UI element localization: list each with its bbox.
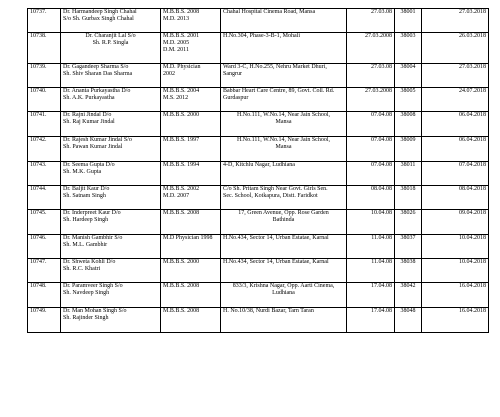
doctor-name-cell-line: Dr. Shweta Kohli D/o xyxy=(63,259,116,265)
address-cell-line: H.No.434, Sector 14, Urban Estatae, Karnal xyxy=(223,235,329,241)
qualification-cell-line: D.M. 2011 xyxy=(163,47,189,53)
qualification-cell-line: M.D. 2007 xyxy=(163,193,190,199)
qualification-cell-line: M.B.B.S. 2008 xyxy=(163,308,200,314)
doctor-name-cell-line: S/o Sh. Gurbax Singh Chahal xyxy=(63,16,134,22)
valid-upto-cell: 26.03.2018 xyxy=(422,33,489,64)
table-row xyxy=(28,308,489,333)
doctor-name-cell xyxy=(61,308,161,333)
doctor-name-cell xyxy=(61,33,161,64)
qualification-cell xyxy=(161,259,221,283)
qualification-cell xyxy=(161,137,221,162)
doctor-name-cell xyxy=(61,186,161,210)
doctor-name-cell xyxy=(61,112,161,137)
serial-number-cell: 10746. xyxy=(28,235,61,259)
qualification-cell-line: M.B.B.S. 2008 xyxy=(163,9,200,15)
doctor-name-cell-line: Sh. M.L. Gambhir xyxy=(63,242,108,248)
table-row xyxy=(28,259,489,283)
doctor-name-cell-line: Dr. Rajni Jindal D/o xyxy=(63,112,112,118)
registration-number-cell: 38038 xyxy=(395,259,422,283)
doctor-name-cell-line: Dr. Harmandeep Singh Chahal xyxy=(63,9,137,15)
registration-number-cell: 38026 xyxy=(395,210,422,235)
qualification-cell-line: M.S. 2012 xyxy=(163,95,189,101)
valid-upto-cell: 08.04.2018 xyxy=(422,186,489,210)
qualification-cell-line: M.B.B.S. 2002 xyxy=(163,186,200,192)
registration-number-cell: 38018 xyxy=(395,186,422,210)
doctor-name-cell-line: Sh. Raj Kumar Jindal xyxy=(63,119,115,125)
qualification-cell-line: 2002 xyxy=(163,71,175,77)
address-cell-line: 833/3, Krishna Nagar, Opp. Aarti Cinema, xyxy=(232,283,335,289)
registration-number-cell: 38009 xyxy=(395,137,422,162)
table-row xyxy=(28,210,489,235)
address-cell-line: H.No.111, W.No.14, Near Jain School, xyxy=(236,137,331,143)
address-cell-line: Mansa xyxy=(275,119,292,125)
valid-upto-cell: 27.03.2018 xyxy=(422,9,489,33)
qualification-cell xyxy=(161,210,221,235)
registration-number-cell: 38011 xyxy=(395,162,422,186)
registration-number-cell: 38048 xyxy=(395,308,422,333)
doctor-name-cell xyxy=(61,235,161,259)
doctor-name-cell xyxy=(61,9,161,33)
registration-date-cell: 27.03.08 xyxy=(347,9,395,33)
registration-date-cell: 07.04.08 xyxy=(347,137,395,162)
address-cell xyxy=(221,9,347,33)
address-cell-line: Ludhiana xyxy=(272,290,295,296)
serial-number-cell: 10747. xyxy=(28,259,61,283)
address-cell xyxy=(221,308,347,333)
qualification-cell-line: M.B.B.S. 2004 xyxy=(163,88,200,94)
doctor-name-cell-line: Dr. Rajesh Kumar Jindal S/o xyxy=(63,137,132,143)
serial-number-cell: 10738. xyxy=(28,33,61,64)
address-cell xyxy=(221,112,347,137)
qualification-cell-line: M.D Physician 1998 xyxy=(163,235,213,241)
address-cell-line: Mansa xyxy=(275,144,292,150)
qualification-cell xyxy=(161,88,221,112)
table-row xyxy=(28,137,489,162)
qualification-cell-line: M.B.B.S. 2000 xyxy=(163,112,200,118)
registration-number-cell: 38003 xyxy=(395,33,422,64)
doctor-name-cell-line: Sh. R.P. Singla xyxy=(92,40,129,46)
address-cell xyxy=(221,137,347,162)
registration-date-cell: 17.04.08 xyxy=(347,308,395,333)
registration-table-body xyxy=(28,9,489,333)
qualification-cell-line: M.D. 2005 xyxy=(163,40,190,46)
doctor-name-cell-line: Dr. Baljit Kaur D/o xyxy=(63,186,110,192)
valid-upto-cell: 27.03.2018 xyxy=(422,64,489,88)
address-cell xyxy=(221,210,347,235)
qualification-cell xyxy=(161,308,221,333)
doctor-name-cell-line: Sh. Satnam Singh xyxy=(63,193,106,199)
address-cell-line: Bathinda xyxy=(272,217,295,223)
doctor-name-cell xyxy=(61,64,161,88)
registration-date-cell: 17.04.08 xyxy=(347,283,395,308)
registration-date-cell: 27.03.08 xyxy=(347,64,395,88)
address-cell-line: Babbar Heart Care Centre, 89, Govt. Coll. Rd. xyxy=(223,88,335,94)
table-row xyxy=(28,88,489,112)
table-row xyxy=(28,186,489,210)
serial-number-cell: 10744. xyxy=(28,186,61,210)
address-cell-line: C/o Sh. Pritam Singh Near Govt. Girls Sen. xyxy=(223,186,328,192)
qualification-cell xyxy=(161,33,221,64)
qualification-cell xyxy=(161,235,221,259)
registration-table xyxy=(27,8,489,333)
qualification-cell xyxy=(161,162,221,186)
doctor-name-cell-line: Dr. Gagandeep Sharma S/o xyxy=(63,64,129,70)
address-cell-line: Gurdaspur xyxy=(223,95,249,101)
serial-number-cell: 10743. xyxy=(28,162,61,186)
doctor-name-cell-line: Dr. Charanjit Lal S/o xyxy=(85,33,136,39)
registration-date-cell: 10.04.08 xyxy=(347,210,395,235)
doctor-name-cell xyxy=(61,137,161,162)
qualification-cell-line: M.B.B.S. 2000 xyxy=(163,259,200,265)
qualification-cell-line: M.B.B.S. 2001 xyxy=(163,33,200,39)
valid-upto-cell: 10.04.2018 xyxy=(422,259,489,283)
doctor-name-cell-line: Dr. Man Mohan Singh S/o xyxy=(63,308,127,314)
serial-number-cell: 10749. xyxy=(28,308,61,333)
doctor-name-cell-line: Sh. A.K. Purkayastha xyxy=(63,95,115,101)
valid-upto-cell: 06.04.2018 xyxy=(422,112,489,137)
registration-date-cell: 11.04.08 xyxy=(347,259,395,283)
address-cell xyxy=(221,33,347,64)
valid-upto-cell: 16.04.2018 xyxy=(422,283,489,308)
doctor-name-cell-line: Dr. Manish Gambhir S/o xyxy=(63,235,123,241)
table-row xyxy=(28,112,489,137)
registration-number-cell: 38042 xyxy=(395,283,422,308)
serial-number-cell: 10740. xyxy=(28,88,61,112)
doctor-name-cell xyxy=(61,259,161,283)
table-row xyxy=(28,64,489,88)
qualification-cell-line: M.B.B.S. 1994 xyxy=(163,162,200,168)
doctor-name-cell-line: Sh. Hardeep Singh xyxy=(63,217,109,223)
qualification-cell xyxy=(161,9,221,33)
registration-date-cell: 08.04.08 xyxy=(347,186,395,210)
registration-date-cell: 11.04.08 xyxy=(347,235,395,259)
address-cell-line: Sangrur xyxy=(223,71,242,77)
doctor-name-cell-line: Sh. Pawan Kumar Jindal xyxy=(63,144,123,150)
table-row xyxy=(28,162,489,186)
address-cell xyxy=(221,162,347,186)
registration-date-cell: 07.04.08 xyxy=(347,162,395,186)
registration-number-cell: 38037 xyxy=(395,235,422,259)
address-cell xyxy=(221,186,347,210)
doctor-name-cell xyxy=(61,162,161,186)
table-row xyxy=(28,235,489,259)
serial-number-cell: 10739. xyxy=(28,64,61,88)
doctor-name-cell-line: Sh. Navdeep Singh xyxy=(63,290,110,296)
doctor-name-cell-line: Dr. Ananta Purkayastha D/o xyxy=(63,88,131,94)
doctor-name-cell xyxy=(61,210,161,235)
valid-upto-cell: 16.04.2018 xyxy=(422,308,489,333)
doctor-name-cell xyxy=(61,283,161,308)
address-cell-line: Sec. School, Kotkapura, Distt. Faridkot xyxy=(223,193,318,199)
address-cell xyxy=(221,88,347,112)
address-cell xyxy=(221,235,347,259)
doctor-name-cell-line: Sh. M.K. Gupta xyxy=(63,169,102,175)
registration-number-cell: 38005 xyxy=(395,88,422,112)
address-cell-line: H.No.304, Phase-3-B-1, Mohali xyxy=(223,33,300,39)
address-cell-line: 4-D, Kitchlu Nagar, Ludhiana xyxy=(223,162,295,168)
qualification-cell xyxy=(161,283,221,308)
qualification-cell-line: M.B.B.S. 2008 xyxy=(163,210,200,216)
serial-number-cell: 10737. xyxy=(28,9,61,33)
qualification-cell-line: M.B.B.S. 1997 xyxy=(163,137,200,143)
registration-date-cell: 27.03.2008 xyxy=(347,33,395,64)
doctor-name-cell-line: Dr. Seema Gupta D/o xyxy=(63,162,115,168)
address-cell xyxy=(221,283,347,308)
qualification-cell-line: M.D. Physician xyxy=(163,64,201,70)
valid-upto-cell: 06.04.2018 xyxy=(422,137,489,162)
doctor-name-cell-line: Dr. Paramveer Singh S/o xyxy=(63,283,123,289)
registration-number-cell: 38008 xyxy=(395,112,422,137)
address-cell-line: H. No.10/38, Nurdi Bazar, Tarn Taran xyxy=(223,308,314,314)
serial-number-cell: 10745. xyxy=(28,210,61,235)
qualification-cell xyxy=(161,64,221,88)
valid-upto-cell: 07.04.2018 xyxy=(422,162,489,186)
serial-number-cell: 10741. xyxy=(28,112,61,137)
registration-number-cell: 38001 xyxy=(395,9,422,33)
valid-upto-cell: 10.04.2018 xyxy=(422,235,489,259)
serial-number-cell: 10748. xyxy=(28,283,61,308)
address-cell-line: Ward 3-C, H.No.255, Nehru Market Dhuri, xyxy=(223,64,327,70)
qualification-cell xyxy=(161,186,221,210)
address-cell-line: H.No.111, W.No.14, Near Jain School, xyxy=(236,112,331,118)
registration-date-cell: 07.04.08 xyxy=(347,112,395,137)
doctor-name-cell-line: Sh. R.C. Khatri xyxy=(63,266,101,272)
doctor-name-cell xyxy=(61,88,161,112)
address-cell-line: 17, Green Avenue, Opp. Rose Garden xyxy=(238,210,329,216)
address-cell-line: H.No.434, Sector 14, Urban Estatae, Karnal xyxy=(223,259,329,265)
address-cell-line: Chahal Hospital Cinema Road, Mansa xyxy=(223,9,316,15)
serial-number-cell: 10742. xyxy=(28,137,61,162)
table-row xyxy=(28,33,489,64)
address-cell xyxy=(221,259,347,283)
doctor-name-cell-line: Sh. Shiv Sharan Das Sharma xyxy=(63,71,133,77)
doctor-name-cell-line: Sh. Rajinder Singh xyxy=(63,315,109,321)
registration-number-cell: 38004 xyxy=(395,64,422,88)
valid-upto-cell: 09.04.2018 xyxy=(422,210,489,235)
table-row xyxy=(28,9,489,33)
qualification-cell-line: M.B.B.S. 2008 xyxy=(163,283,200,289)
table-row xyxy=(28,283,489,308)
registration-date-cell: 27.03.2008 xyxy=(347,88,395,112)
address-cell xyxy=(221,64,347,88)
valid-upto-cell: 24.07.2018 xyxy=(422,88,489,112)
qualification-cell xyxy=(161,112,221,137)
qualification-cell-line: M.D. 2013 xyxy=(163,16,190,22)
doctor-name-cell-line: Dr. Inderpreet Kaur D/o xyxy=(63,210,121,216)
